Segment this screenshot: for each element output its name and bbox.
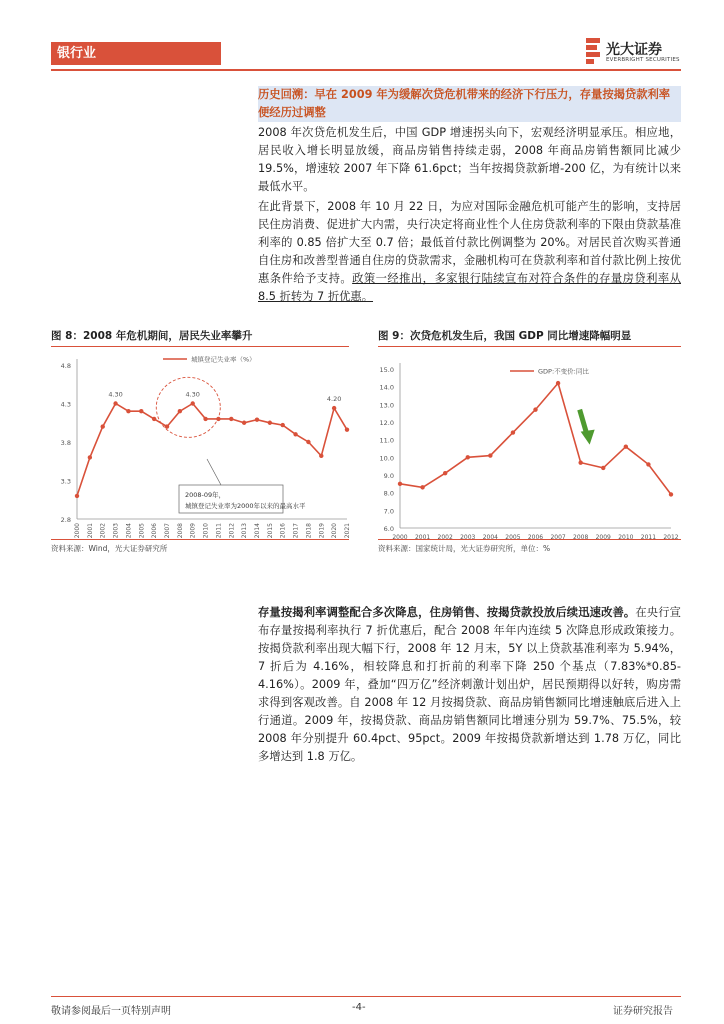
y-tick-label: 3.8 xyxy=(60,439,71,447)
data-point xyxy=(152,417,156,421)
section1-paragraph-1: 2008 年次贷危机发生后，中国 GDP 增速拐头向下，宏观经济明显承压。相应地，居民收入增长明显放缓，商品房销售持续走弱，2008 年商品房销售额同比减少 19.5%，增速较 2007 年下降 61.6pct；当年按揭贷款新增-200 亿，为有统计以来最低水平。 xyxy=(258,126,681,193)
figure-8-source: 资料来源：Wind，光大证券研究所 xyxy=(51,539,349,554)
down-arrow-icon xyxy=(581,430,595,445)
legend-label: 城镇登记失业率（%） xyxy=(191,355,256,364)
callout-pointer xyxy=(207,459,221,485)
x-tick-label: 2010 xyxy=(202,523,210,539)
data-point xyxy=(488,453,492,457)
trend-arrow-shaft xyxy=(580,410,587,434)
data-point xyxy=(306,440,310,444)
header-rule xyxy=(51,69,681,71)
data-point xyxy=(178,409,182,413)
y-tick-label: 6.0 xyxy=(383,525,394,533)
x-tick-label: 2005 xyxy=(138,523,146,539)
y-tick-label: 11.0 xyxy=(379,436,394,445)
data-point xyxy=(268,421,272,425)
y-tick-label: 7.0 xyxy=(383,507,394,516)
section2-body: 在央行宣布存量按揭利率执行 7 折优惠后，配合 2008 年年内连续 5 次降息形成政策接力。按揭贷款利率出现大幅下行，2008 年 12 月末，5Y 以上贷款基准利率为 5.94%，7 折后为 4.16%，相较降息和打折前的利率下降 250 个基点（7.83%*0.85-4.16%）。2009 年，叠加“四万亿”经济刺激计划出炉，居民预期得以好转，购房需求得到客观改善。自 2008 年 12 月按揭贷款、商品房销售额同比增速触底后进入上行通道。2009 年，按揭贷款、商品房销售额同比增速分别为 59.7%、75.5%，较 2008 年分别提升 60.4pct、95pct。2009 年按揭贷款新增达到 1.78 万亿，同比多增达到 1.8 万亿。 xyxy=(258,606,681,763)
data-point xyxy=(75,494,79,498)
data-point xyxy=(443,471,447,475)
sector-tag: 银行业 xyxy=(51,42,221,65)
data-point xyxy=(669,492,673,496)
x-tick-label: 2009 xyxy=(189,523,197,539)
data-label: 4.20 xyxy=(326,395,342,404)
data-point xyxy=(139,409,143,413)
section1-paragraph-2 xyxy=(258,198,681,306)
figure-9-source: 资料来源：国家统计局，光大证券研究所，单位：% xyxy=(378,539,681,554)
data-point xyxy=(601,466,605,470)
series-line xyxy=(77,404,347,496)
data-label: 4.30 xyxy=(108,390,123,399)
data-point xyxy=(556,381,560,385)
y-tick-label: 14.0 xyxy=(379,383,394,392)
data-point xyxy=(101,424,105,428)
data-point xyxy=(319,454,323,458)
y-tick-label: 4.8 xyxy=(60,362,71,370)
x-tick-label: 2009 xyxy=(595,534,611,541)
y-tick-label: 9.0 xyxy=(383,472,394,480)
footer-rule xyxy=(51,996,681,997)
x-tick-label: 2006 xyxy=(527,534,544,541)
x-tick-label: 2006 xyxy=(151,523,159,539)
footer-disclaimer: 敬请参阅最后一页特别声明 xyxy=(51,1006,171,1017)
data-point xyxy=(578,460,582,464)
x-tick-label: 2017 xyxy=(292,523,300,539)
data-point xyxy=(255,417,259,421)
section2-lead: 存量按揭利率调整配合多次降息，住房销售、按揭贷款投放后续迅速改善。 xyxy=(258,606,636,619)
x-tick-label: 2008 xyxy=(573,534,589,541)
data-point xyxy=(293,432,297,436)
x-tick-label: 2015 xyxy=(266,523,274,539)
section1-title: 历史回溯：早在 2009 年为缓解次贷危机带来的经济下行压力，存量按揭贷款利率便经历过调整 xyxy=(258,86,681,122)
x-tick-label: 2020 xyxy=(331,523,339,539)
x-tick-label: 2018 xyxy=(305,523,313,539)
x-tick-label: 2000 xyxy=(392,534,408,541)
data-point xyxy=(332,406,336,410)
x-tick-label: 2000 xyxy=(74,523,81,539)
callout-text-1: 2008-09年， xyxy=(185,491,226,499)
y-tick-label: 12.0 xyxy=(379,419,394,427)
data-point xyxy=(398,482,402,486)
x-tick-label: 2007 xyxy=(550,534,566,541)
page-number: -4- xyxy=(352,1002,366,1013)
data-point xyxy=(113,401,117,405)
logo-en-text: EVERBRIGHT SECURITIES xyxy=(606,57,680,63)
x-tick-label: 2003 xyxy=(460,534,476,541)
figure-8-title: 图 8：2008 年危机期间，居民失业率攀升 xyxy=(51,330,253,342)
logo-cn-text: 光大证券 xyxy=(606,42,662,58)
x-tick-label: 2003 xyxy=(112,523,120,539)
x-tick-label: 2012 xyxy=(228,523,236,539)
callout-text-2: 城镇登记失业率为2000年以来的最高水平 xyxy=(185,502,306,510)
x-tick-label: 2014 xyxy=(254,523,261,539)
x-tick-label: 2012 xyxy=(663,534,679,541)
legend-label: GDP:不变价:同比 xyxy=(538,367,589,376)
data-point xyxy=(533,407,537,411)
section2-paragraph xyxy=(258,604,681,766)
data-point xyxy=(191,401,195,405)
gdp-growth-chart xyxy=(378,347,681,541)
unemployment-chart xyxy=(51,347,349,537)
data-point xyxy=(126,409,130,413)
data-point xyxy=(466,455,470,459)
footer-report-type: 证券研究报告 xyxy=(613,1006,673,1017)
y-tick-label: 10.0 xyxy=(379,454,394,463)
y-tick-label: 3.3 xyxy=(60,477,71,486)
figure-9-title: 图 9：次贷危机发生后，我国 GDP 同比增速降幅明显 xyxy=(378,330,632,342)
y-tick-label: 15.0 xyxy=(379,366,394,374)
x-tick-label: 2004 xyxy=(125,523,133,539)
x-tick-label: 2002 xyxy=(99,523,107,539)
data-point xyxy=(624,445,628,449)
x-tick-label: 2013 xyxy=(241,523,249,539)
x-tick-label: 2007 xyxy=(164,523,171,539)
x-tick-label: 2011 xyxy=(640,534,657,541)
x-tick-label: 2001 xyxy=(86,523,94,539)
data-point xyxy=(281,423,285,427)
series-line xyxy=(400,383,671,494)
x-tick-label: 2004 xyxy=(482,534,498,541)
data-point xyxy=(88,455,92,459)
data-point xyxy=(165,424,169,428)
x-tick-label: 2002 xyxy=(437,534,453,541)
data-point xyxy=(229,417,233,421)
data-point xyxy=(242,421,246,425)
x-tick-label: 2008 xyxy=(176,523,184,539)
y-tick-label: 2.8 xyxy=(60,516,71,524)
y-tick-label: 4.3 xyxy=(60,400,71,409)
data-point xyxy=(203,417,207,421)
data-point xyxy=(646,462,650,466)
data-point xyxy=(420,485,424,489)
figure-9 xyxy=(378,328,681,554)
logo-mark-icon xyxy=(586,38,602,64)
data-point xyxy=(511,430,515,434)
paragraph-2-underlined: 政策一经推出，多家银行陆续宣布对符合条件的存量房贷利率从 8.5 折转为 7 折优惠。 xyxy=(258,272,681,303)
y-tick-label: 8.0 xyxy=(383,489,394,498)
company-logo xyxy=(586,38,686,66)
x-tick-label: 2001 xyxy=(414,534,431,541)
x-tick-label: 2019 xyxy=(318,523,326,539)
x-tick-label: 2010 xyxy=(618,534,634,541)
data-label: 4.30 xyxy=(185,390,200,399)
data-point xyxy=(345,427,349,431)
x-tick-label: 2011 xyxy=(215,523,223,539)
paragraph-2-text: 在此背景下，2008 年 10 月 22 日，为应对国际金融危机可能产生的影响，支持居民住房消费、促进扩大内需，央行决定将商业性个人住房贷款利率的下限由贷款基准利率的 0.85 倍扩大至 0.7 倍；最低首付款比例调整为 20%。对居民首次购买普通自住房和改善型普通自住房的贷款需求，金融机构可在贷款利率和首付款比例上按优惠条件给予支持。 xyxy=(258,200,681,285)
x-tick-label: 2016 xyxy=(279,523,287,539)
x-tick-label: 2021 xyxy=(344,523,351,539)
x-tick-label: 2005 xyxy=(505,534,521,541)
figure-8 xyxy=(51,328,349,554)
y-tick-label: 13.0 xyxy=(379,401,394,410)
